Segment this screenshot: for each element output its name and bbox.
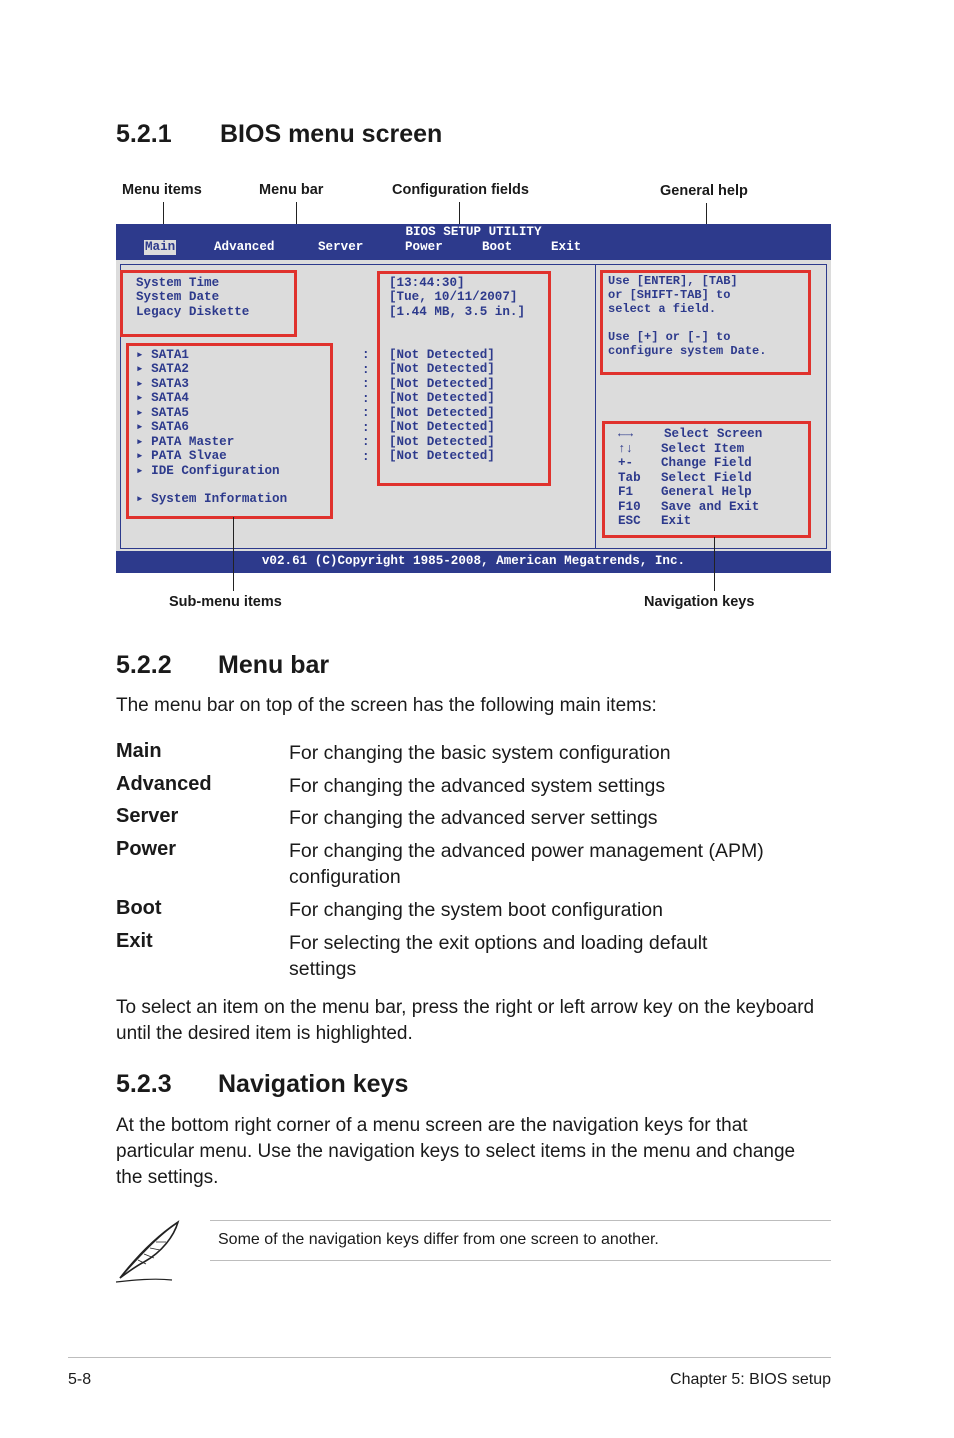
- section-523-heading: [116, 1070, 409, 1099]
- nav-key: F10: [618, 500, 641, 514]
- desc-power: For changing the advanced power management (APM) configuration: [289, 840, 764, 888]
- nav-action: Select Field: [661, 471, 752, 485]
- section-number: 5.2.2: [116, 651, 172, 679]
- submenu-item[interactable]: ▸ PATA Slvae: [136, 449, 227, 463]
- callout-menu-items: Menu items: [122, 182, 202, 198]
- colon-column: : : : : : : : :: [362, 348, 370, 464]
- footer-rule: [68, 1357, 831, 1358]
- triangle-right-icon: ▸: [136, 406, 152, 420]
- submenu-item[interactable]: ▸ SATA6: [136, 420, 189, 434]
- bios-value-time[interactable]: [13:44:30]: [389, 276, 465, 290]
- bios-item-system-time[interactable]: System Time: [136, 276, 220, 290]
- desc-boot: For changing the system boot configuration: [289, 899, 663, 921]
- submenu-item[interactable]: ▸ IDE Configuration: [136, 464, 280, 478]
- bios-value-date[interactable]: [Tue, 10/11/2007]: [389, 290, 518, 304]
- triangle-right-icon: ▸: [136, 449, 152, 463]
- submenu-value: [Not Detected]: [389, 348, 495, 362]
- desc-exit: For selecting the exit options and loading default settings: [289, 932, 708, 980]
- note-top-rule: [210, 1220, 831, 1221]
- callout-sub-menu-items: Sub-menu items: [169, 594, 282, 610]
- help-line: configure system Date.: [608, 344, 767, 358]
- bios-screen: [116, 224, 831, 573]
- callout-line: [714, 537, 715, 591]
- submenu-value: [Not Detected]: [389, 449, 495, 463]
- bios-footer: [116, 551, 831, 573]
- nav-action: Exit: [661, 514, 692, 528]
- submenu-item[interactable]: ▸ SATA1: [136, 348, 189, 362]
- submenu-item[interactable]: ▸ SATA4: [136, 391, 189, 405]
- feather-icon: [114, 1218, 184, 1284]
- nav-action: Select Item: [661, 442, 745, 456]
- bios-item-legacy-diskette[interactable]: Legacy Diskette: [136, 305, 250, 319]
- highlight-menu-items: [120, 270, 297, 337]
- triangle-right-icon: ▸: [136, 377, 152, 391]
- submenu-item[interactable]: ▸ System Information: [136, 492, 288, 506]
- triangle-right-icon: ▸: [136, 464, 152, 478]
- submenu-value: [Not Detected]: [389, 406, 495, 420]
- chapter-label: Chapter 5: BIOS setup: [670, 1371, 831, 1388]
- nav-key: +-: [618, 456, 634, 470]
- bios-title: BIOS SETUP UTILITY: [405, 225, 542, 239]
- nav-action: General Help: [661, 485, 752, 499]
- nav-key: Tab: [618, 471, 641, 485]
- submenu-item[interactable]: ▸ SATA5: [136, 406, 189, 420]
- bios-menu-boot[interactable]: Boot: [482, 240, 513, 254]
- navigation-keys-body: At the bottom right corner of a menu screen are the navigation keys for that particular menu. Use the navigation keys to select items in the menu and change the settings.: [116, 1115, 796, 1188]
- highlight-navigation-keys: [602, 421, 811, 538]
- menu-bar-outro: To select an item on the menu bar, press the right or left arrow key on the keyboard until the desired item is highlighted.: [116, 997, 815, 1044]
- nav-key: F1: [618, 485, 634, 499]
- desc-advanced: For changing the advanced system settings: [289, 775, 666, 797]
- desc-main: For changing the basic system configuration: [289, 742, 671, 764]
- bios-menu-main[interactable]: Main: [145, 240, 176, 254]
- nav-action: Select Screen: [664, 427, 763, 441]
- note-text: Some of the navigation keys differ from one screen to another.: [218, 1231, 659, 1248]
- menu-bar-intro: The menu bar on top of the screen has the following main items:: [116, 695, 657, 716]
- help-line: select a field.: [608, 302, 717, 316]
- term-advanced: Advanced: [116, 773, 212, 795]
- bios-value-diskette[interactable]: [1.44 MB, 3.5 in.]: [389, 305, 526, 319]
- submenu-value: [Not Detected]: [389, 391, 495, 405]
- help-line: or [SHIFT-TAB] to: [608, 288, 731, 302]
- help-line: Use [ENTER], [TAB]: [608, 274, 738, 288]
- term-server: Server: [116, 805, 179, 827]
- triangle-right-icon: ▸: [136, 420, 152, 434]
- bios-menu-advanced[interactable]: Advanced: [214, 240, 275, 254]
- triangle-right-icon: ▸: [136, 362, 152, 376]
- term-power: Power: [116, 838, 177, 860]
- triangle-right-icon: ▸: [136, 435, 152, 449]
- callout-navigation-keys: Navigation keys: [644, 594, 755, 610]
- nav-key: ↑↓: [618, 442, 634, 456]
- term-boot: Boot: [116, 897, 162, 919]
- section-title: Menu bar: [218, 651, 330, 679]
- page-number: 5-8: [68, 1371, 92, 1388]
- callout-general-help: General help: [660, 183, 748, 199]
- section-title: BIOS menu screen: [220, 120, 443, 148]
- callout-menu-bar: Menu bar: [259, 182, 324, 198]
- triangle-right-icon: ▸: [136, 391, 152, 405]
- bios-item-system-date[interactable]: System Date: [136, 290, 220, 304]
- section-522-heading: [116, 651, 330, 680]
- highlight-general-help: [600, 270, 811, 375]
- callout-config-fields: Configuration fields: [392, 182, 529, 198]
- bios-menu-server[interactable]: Server: [318, 240, 364, 254]
- bios-copyright: v02.61 (C)Copyright 1985-2008, American Megatrends, Inc.: [261, 554, 686, 568]
- submenu-item[interactable]: ▸ PATA Master: [136, 435, 235, 449]
- desc-server: For changing the advanced server settings: [289, 807, 658, 829]
- triangle-right-icon: ▸: [136, 348, 152, 362]
- section-number: 5.2.1: [116, 120, 172, 148]
- highlight-config-fields: [377, 271, 551, 486]
- nav-key: ESC: [618, 514, 641, 528]
- term-exit: Exit: [116, 930, 153, 952]
- submenu-item[interactable]: ▸ SATA2: [136, 362, 189, 376]
- help-line: Use [+] or [-] to: [608, 330, 731, 344]
- submenu-value: [Not Detected]: [389, 377, 495, 391]
- term-main: Main: [116, 740, 162, 762]
- section-title: Navigation keys: [218, 1070, 409, 1098]
- bios-panel-divider: [595, 264, 596, 549]
- bios-header: [116, 224, 831, 260]
- submenu-value: [Not Detected]: [389, 362, 495, 376]
- note-bottom-rule: [210, 1260, 831, 1261]
- highlight-sub-menu-items: [126, 343, 333, 519]
- triangle-right-icon: ▸: [136, 492, 152, 506]
- nav-key: ←→: [618, 427, 634, 441]
- submenu-value: [Not Detected]: [389, 420, 495, 434]
- bios-menu-power[interactable]: Power: [405, 240, 443, 254]
- submenu-value: [Not Detected]: [389, 435, 495, 449]
- callout-line: [233, 517, 234, 591]
- nav-action: Change Field: [661, 456, 752, 470]
- bios-menu-exit[interactable]: Exit: [551, 240, 582, 254]
- section-521-heading: [116, 120, 443, 149]
- section-number: 5.2.3: [116, 1070, 172, 1098]
- nav-action: Save and Exit: [661, 500, 760, 514]
- submenu-item[interactable]: ▸ SATA3: [136, 377, 189, 391]
